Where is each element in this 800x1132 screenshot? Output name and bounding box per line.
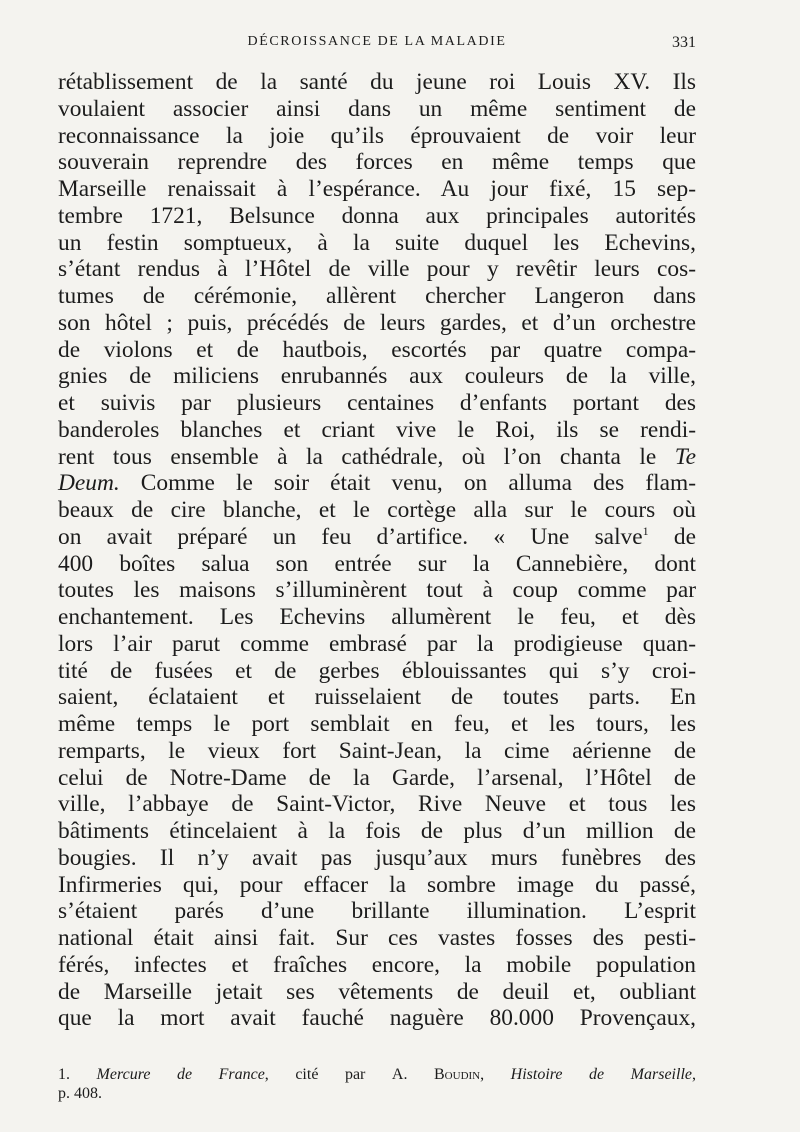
text-line: national était ainsi fait. Sur ces vastes fosses des pesti-	[58, 925, 696, 951]
footnote-end: ,	[692, 1066, 696, 1083]
text-line-with-te	[58, 444, 696, 471]
text-line: bâtiments étincelaient à la fois de plus d’un million de	[58, 818, 696, 844]
text-line: enchantement. Les Echevins allumèrent le feu, et dès	[58, 604, 696, 630]
footnote	[58, 1065, 696, 1103]
text-line: bougies. Il n’y avait pas jusqu’aux murs funèbres des	[58, 844, 696, 871]
footnote-line	[58, 1065, 696, 1084]
footnote-comma: ,	[480, 1066, 485, 1083]
text-line: Marseille renaissait à l’espérance. Au jour fixé, 15 sep-	[58, 176, 696, 202]
text-segment: on avait préparé un feu d’artifice. « Une salve	[58, 523, 643, 550]
text-line: son hôtel ; puis, précédés de leurs gardes, et d’un orchestre	[58, 309, 696, 336]
running-head	[58, 34, 696, 56]
text-line: reconnaissance la joie qu’ils éprouvaient de voir leur	[58, 122, 696, 149]
text-line: ville, l’abbaye de Saint-Victor, Rive Neuve et tous les	[58, 791, 696, 818]
text-line: tembre 1721, Belsunce donna aux principales autorités	[58, 202, 696, 229]
deum-word: Deum.	[58, 470, 120, 497]
text-line: s’étant rendus à l’Hôtel de ville pour y revêtir leurs cos-	[58, 256, 696, 283]
text-line: beaux de cire blanche, et le cortège alla sur le cours où	[58, 497, 696, 523]
text-line: Infirmeries qui, pour effacer la sombre image du passé,	[58, 871, 696, 898]
text-line: même temps le port semblait en feu, et les tours, les	[58, 711, 696, 737]
text-line: 400 boîtes salua son entrée sur la Cannebière, dont	[58, 550, 696, 577]
text-line: banderoles blanches et criant vive le Roi, ils se rendi-	[58, 416, 696, 443]
text-line: lors l’air parut comme embrasé par la prodigieuse quan-	[58, 630, 696, 657]
text-line: tumes de cérémonie, allèrent chercher Langeron dans	[58, 283, 696, 309]
text-segment: rent tous ensemble à la cathédrale, où l’on chanta le	[58, 443, 657, 470]
body-text	[58, 69, 696, 1032]
text-line: souverain reprendre des forces en même temps que	[58, 149, 696, 176]
text-line: rétablissement de la santé du jeune roi Louis XV. Ils	[58, 69, 696, 95]
text-segment: de	[648, 523, 696, 550]
text-line-deum	[58, 470, 696, 497]
page-number: 331	[672, 34, 696, 51]
te-word: Te	[674, 443, 697, 470]
text-segment: Comme le soir était venu, on alluma des flam-	[119, 470, 696, 497]
footnote-author: A. Boudin	[391, 1066, 481, 1083]
text-line: gnies de miliciens enrubannés aux couleurs de la ville,	[58, 363, 696, 390]
text-line: et suivis par plusieurs centaines d’enfants portant des	[58, 390, 696, 416]
footnote-work: Histoire de Marseille	[510, 1066, 692, 1083]
text-line-with-note-ref	[58, 524, 696, 551]
text-line: de violons et de hautbois, escortés par quatre compa-	[58, 336, 696, 363]
text-line: s’étaient parés d’une brillante illumination. L’esprit	[58, 898, 696, 925]
running-title: DÉCROISSANCE DE LA MALADIE	[247, 34, 507, 49]
text-line: toutes les maisons s’illuminèrent tout à coup comme par	[58, 577, 696, 604]
text-line: saient, éclataient et ruisselaient de toutes parts. En	[58, 684, 696, 711]
text-line: un festin somptueux, à la suite duquel les Echevins,	[58, 229, 696, 256]
text-line: férés, infectes et fraîches encore, la mobile population	[58, 951, 696, 978]
footnote-cited: , cité par	[264, 1066, 366, 1083]
footnote-source: Mercure de France	[96, 1066, 265, 1083]
footnote-page: p. 408.	[58, 1085, 102, 1102]
text-line: de Marseille jetait ses vêtements de deuil et, oubliant	[58, 978, 696, 1005]
text-line: celui de Notre-Dame de la Garde, l’arsenal, l’Hôtel de	[58, 764, 696, 791]
text-line: voulaient associer ainsi dans un même sentiment de	[58, 95, 696, 122]
footnote-number: 1.	[58, 1066, 70, 1083]
text-line: que la mort avait fauché naguère 80.000 Provençaux,	[58, 1005, 696, 1032]
text-line: remparts, le vieux fort Saint-Jean, la cime aérienne de	[58, 737, 696, 764]
footnote-ref[interactable]: 1	[642, 523, 649, 538]
text-line: tité de fusées et de gerbes éblouissantes qui s’y croi-	[58, 657, 696, 684]
